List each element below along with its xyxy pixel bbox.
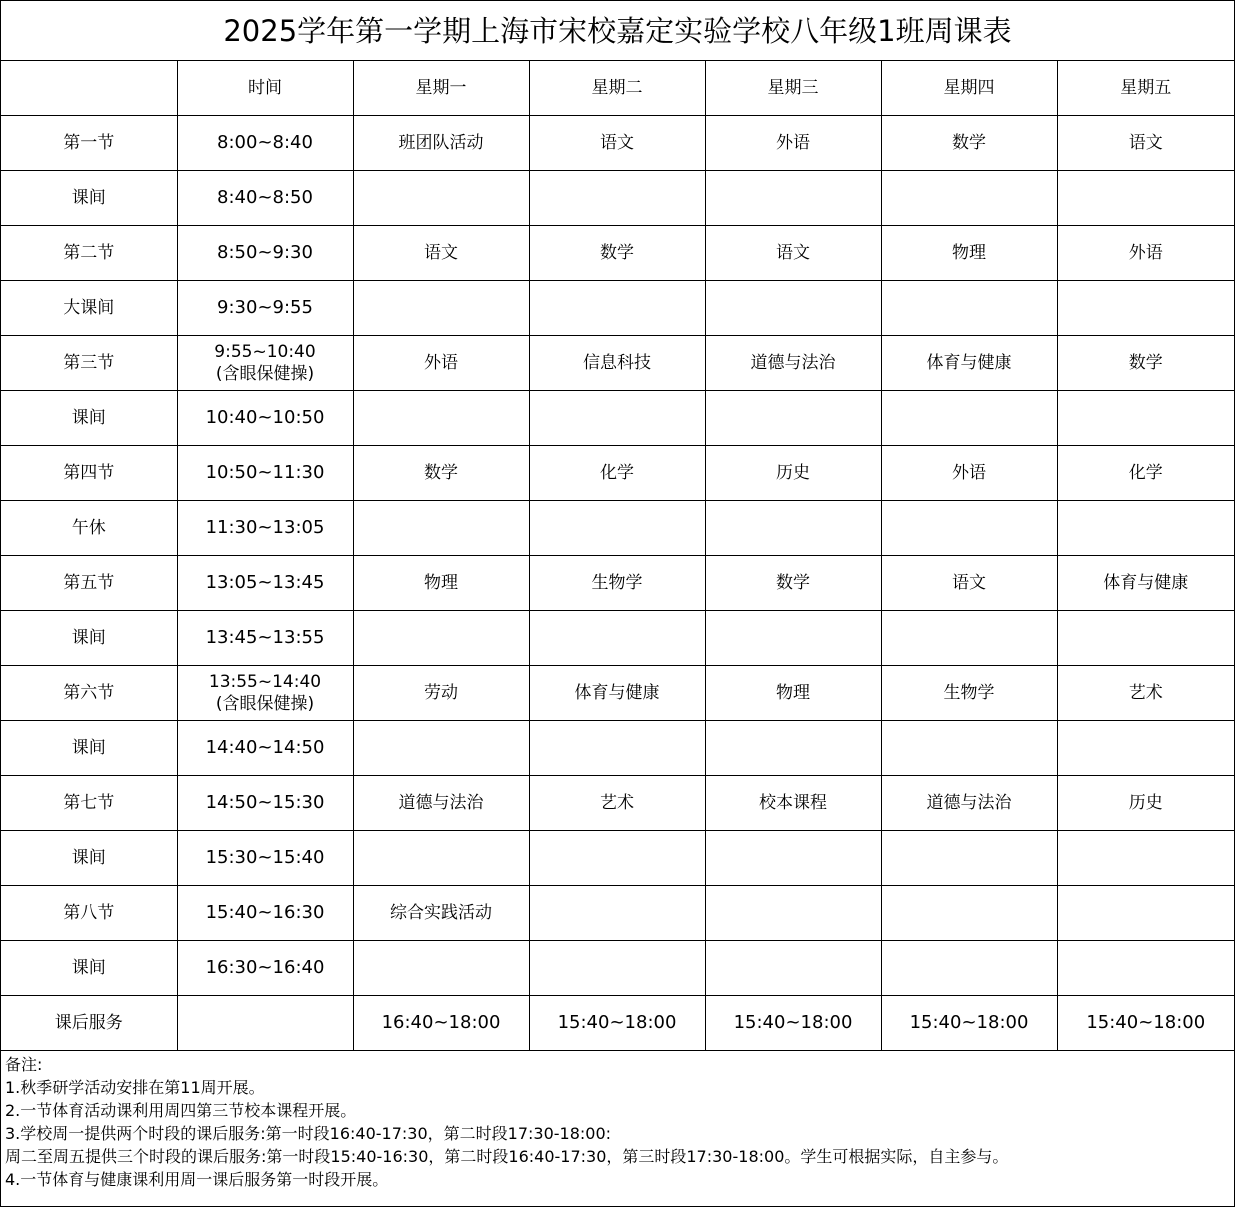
subject-cell: 语文	[353, 226, 529, 281]
table-row	[1, 226, 1234, 281]
table-row	[1, 336, 1234, 391]
notes	[1, 1051, 1234, 1193]
time-note: (含眼保健操)	[215, 694, 315, 714]
period-time: 14:40~14:50	[177, 721, 353, 776]
subject-cell: 数学	[529, 226, 705, 281]
header-cell	[1, 61, 177, 116]
subject-cell	[881, 831, 1057, 886]
period-label: 课间	[1, 941, 177, 996]
period-time: 14:50~15:30	[177, 776, 353, 831]
period-time: 8:50~9:30	[177, 226, 353, 281]
subject-cell: 数学	[353, 446, 529, 501]
table-row	[1, 721, 1234, 776]
note-line: 1.秋季研学活动安排在第11周开展。	[5, 1078, 265, 1097]
service-row	[1, 996, 1234, 1051]
time-range: 9:55~10:40	[214, 342, 316, 362]
subject-cell	[705, 941, 881, 996]
period-time	[177, 336, 353, 391]
subject-cell	[1057, 831, 1234, 886]
subject-cell: 物理	[353, 556, 529, 611]
subject-cell: 语文	[881, 556, 1057, 611]
subject-cell	[529, 831, 705, 886]
subject-cell: 校本课程	[705, 776, 881, 831]
table-row	[1, 666, 1234, 721]
subject-cell: 语文	[705, 226, 881, 281]
table-row	[1, 281, 1234, 336]
subject-cell: 生物学	[881, 666, 1057, 721]
subject-cell: 历史	[1057, 776, 1234, 831]
subject-cell: 外语	[1057, 226, 1234, 281]
subject-cell	[353, 941, 529, 996]
subject-cell	[353, 281, 529, 336]
subject-cell	[1057, 281, 1234, 336]
period-time: 13:45~13:55	[177, 611, 353, 666]
subject-cell: 综合实践活动	[353, 886, 529, 941]
subject-cell	[529, 501, 705, 556]
subject-cell	[1057, 941, 1234, 996]
subject-cell	[705, 501, 881, 556]
subject-cell	[881, 391, 1057, 446]
service-cell: 15:40~18:00	[705, 996, 881, 1051]
table-row	[1, 776, 1234, 831]
period-time: 8:40~8:50	[177, 171, 353, 226]
header-row	[1, 61, 1234, 116]
service-cell: 15:40~18:00	[1057, 996, 1234, 1051]
subject-cell: 语文	[529, 116, 705, 171]
period-label: 第七节	[1, 776, 177, 831]
service-cell: 15:40~18:00	[881, 996, 1057, 1051]
period-label: 第五节	[1, 556, 177, 611]
note-line: 4.一节体育与健康课利用周一课后服务第一时段开展。	[5, 1170, 389, 1189]
subject-cell	[881, 281, 1057, 336]
subject-cell: 艺术	[1057, 666, 1234, 721]
service-cell: 16:40~18:00	[353, 996, 529, 1051]
period-label: 课间	[1, 171, 177, 226]
header-cell-monday: 星期一	[353, 61, 529, 116]
subject-cell	[353, 611, 529, 666]
period-time: 15:30~15:40	[177, 831, 353, 886]
subject-cell	[705, 281, 881, 336]
subject-cell: 历史	[705, 446, 881, 501]
subject-cell	[353, 831, 529, 886]
subject-cell	[881, 941, 1057, 996]
period-time: 8:00~8:40	[177, 116, 353, 171]
subject-cell: 艺术	[529, 776, 705, 831]
header-cell-time: 时间	[177, 61, 353, 116]
table-row	[1, 116, 1234, 171]
subject-cell: 数学	[1057, 336, 1234, 391]
subject-cell: 语文	[1057, 116, 1234, 171]
subject-cell: 道德与法治	[353, 776, 529, 831]
subject-cell: 体育与健康	[881, 336, 1057, 391]
subject-cell	[529, 941, 705, 996]
period-label: 第三节	[1, 336, 177, 391]
subject-cell	[1057, 171, 1234, 226]
period-label: 第四节	[1, 446, 177, 501]
service-cell: 15:40~18:00	[529, 996, 705, 1051]
subject-cell: 劳动	[353, 666, 529, 721]
subject-cell: 数学	[705, 556, 881, 611]
period-label: 课间	[1, 391, 177, 446]
period-time: 9:30~9:55	[177, 281, 353, 336]
subject-cell	[529, 281, 705, 336]
subject-cell	[529, 886, 705, 941]
subject-cell	[705, 611, 881, 666]
subject-cell: 数学	[881, 116, 1057, 171]
header-cell-friday: 星期五	[1057, 61, 1234, 116]
subject-cell: 外语	[881, 446, 1057, 501]
subject-cell	[705, 886, 881, 941]
table-row	[1, 831, 1234, 886]
subject-cell: 化学	[529, 446, 705, 501]
period-time: 10:40~10:50	[177, 391, 353, 446]
note-line: 2.一节体育活动课利用周四第三节校本课程开展。	[5, 1101, 357, 1120]
subject-cell: 生物学	[529, 556, 705, 611]
period-time	[177, 666, 353, 721]
period-time: 10:50~11:30	[177, 446, 353, 501]
subject-cell	[881, 611, 1057, 666]
subject-cell: 班团队活动	[353, 116, 529, 171]
page-title: 2025学年第一学期上海市宋校嘉定实验学校八年级1班周课表	[1, 1, 1234, 61]
subject-cell	[529, 611, 705, 666]
subject-cell	[881, 501, 1057, 556]
subject-cell: 物理	[705, 666, 881, 721]
subject-cell: 道德与法治	[705, 336, 881, 391]
subject-cell	[1057, 501, 1234, 556]
table-row	[1, 501, 1234, 556]
header-cell-wednesday: 星期三	[705, 61, 881, 116]
timetable-body	[1, 61, 1234, 1051]
period-label: 第二节	[1, 226, 177, 281]
subject-cell	[353, 171, 529, 226]
subject-cell: 外语	[353, 336, 529, 391]
table-row	[1, 611, 1234, 666]
subject-cell: 体育与健康	[1057, 556, 1234, 611]
subject-cell	[881, 171, 1057, 226]
time-range: 13:55~14:40	[208, 672, 322, 692]
note-line: 周二至周五提供三个时段的课后服务:第一时段15:40-16:30，第二时段16:40-17:30，第三时段17:30-18:00。学生可根据实际，自主参与。	[5, 1147, 1009, 1166]
subject-cell	[529, 391, 705, 446]
header-cell-thursday: 星期四	[881, 61, 1057, 116]
subject-cell	[1057, 721, 1234, 776]
note-line: 3.学校周一提供两个时段的课后服务:第一时段16:40-17:30，第二时段17:30-18:00:	[5, 1124, 612, 1143]
period-time: 16:30~16:40	[177, 941, 353, 996]
period-label: 第六节	[1, 666, 177, 721]
period-label: 大课间	[1, 281, 177, 336]
table-row	[1, 556, 1234, 611]
subject-cell: 信息科技	[529, 336, 705, 391]
subject-cell	[353, 391, 529, 446]
period-time: 13:05~13:45	[177, 556, 353, 611]
subject-cell	[1057, 611, 1234, 666]
timetable	[1, 61, 1234, 1051]
subject-cell	[353, 721, 529, 776]
table-row	[1, 391, 1234, 446]
table-row	[1, 171, 1234, 226]
header-cell-tuesday: 星期二	[529, 61, 705, 116]
subject-cell	[705, 391, 881, 446]
period-time: 11:30~13:05	[177, 501, 353, 556]
subject-cell: 外语	[705, 116, 881, 171]
period-label: 课间	[1, 611, 177, 666]
subject-cell	[1057, 886, 1234, 941]
period-label: 课间	[1, 831, 177, 886]
subject-cell	[881, 886, 1057, 941]
period-label: 第一节	[1, 116, 177, 171]
table-row	[1, 941, 1234, 996]
period-label: 第八节	[1, 886, 177, 941]
subject-cell	[705, 831, 881, 886]
subject-cell: 化学	[1057, 446, 1234, 501]
table-row	[1, 446, 1234, 501]
subject-cell	[705, 171, 881, 226]
subject-cell	[881, 721, 1057, 776]
subject-cell	[1057, 391, 1234, 446]
period-label: 课间	[1, 721, 177, 776]
period-label: 午休	[1, 501, 177, 556]
service-label: 课后服务	[1, 996, 177, 1051]
subject-cell	[705, 721, 881, 776]
subject-cell	[529, 171, 705, 226]
table-row	[1, 886, 1234, 941]
period-time: 15:40~16:30	[177, 886, 353, 941]
subject-cell: 体育与健康	[529, 666, 705, 721]
note-line: 备注:	[5, 1055, 43, 1074]
subject-cell	[353, 501, 529, 556]
time-note: (含眼保健操)	[215, 364, 315, 384]
subject-cell: 道德与法治	[881, 776, 1057, 831]
subject-cell	[529, 721, 705, 776]
service-time	[177, 996, 353, 1051]
subject-cell: 物理	[881, 226, 1057, 281]
